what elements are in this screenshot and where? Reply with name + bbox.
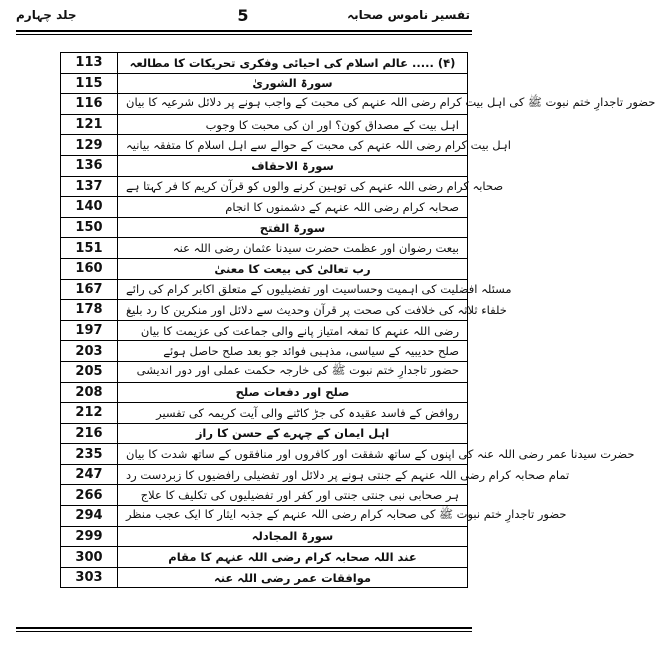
toc-page-number: 303 — [61, 568, 118, 588]
toc-entry-title: صحابہ کرام رضی اللہ عنہم کی توہین کرنے والوں کو قرآن کریم کا فر کہتا ہے — [126, 179, 504, 194]
toc-page-number: 208 — [61, 383, 118, 403]
toc-row — [61, 218, 467, 239]
toc-page-number: 140 — [61, 197, 118, 217]
toc-row — [61, 156, 467, 177]
toc-row — [61, 568, 467, 588]
toc-entry-title: بیعت رضوان اور عظمت حضرت سیدنا عثمان رضی اللہ عنہ — [172, 241, 459, 256]
toc-row — [61, 403, 467, 424]
toc-page-number: 115 — [61, 74, 118, 94]
toc-row — [61, 135, 511, 156]
toc-entry-title: تمام صحابہ کرام رضی اللہ عنہم کے جنتی ہونے پر دلائل اور تفضیلی رافضیوں کا زبردست رد — [126, 467, 570, 482]
toc-row — [61, 527, 467, 548]
toc-entry-title: سورۃ الاحقاف — [251, 158, 334, 173]
toc-page-number: 121 — [61, 115, 118, 135]
toc-entry-title: روافض کے فاسد عقیدہ کی جڑ کاٹنے والی آیت کریمہ کی تفسیر — [156, 405, 459, 420]
toc-entry-title: صحابہ کرام رضی اللہ عنہم کے دشمنوں کا انجام — [225, 199, 459, 214]
toc-entry-title: رب تعالیٰ کی بیعت کا معنیٰ — [214, 261, 371, 276]
header-rule-thick — [16, 30, 472, 32]
toc-page-number: 266 — [61, 485, 118, 505]
toc-row — [61, 465, 570, 486]
toc-entry-title: عند اللہ صحابہ کرام رضی اللہ عنہم کا مقام — [168, 550, 417, 565]
toc-entry-title: صلح حدیبیہ کے سیاسی، مذہبی فوائد جو بعد صلح حاصل ہوئے — [163, 344, 459, 359]
toc-page-number: 205 — [61, 362, 118, 382]
footer-rule-thick — [16, 627, 472, 629]
toc-page-number: 116 — [61, 94, 118, 114]
toc-row — [61, 362, 467, 383]
toc-entry-title: اہل بیت کرام رضی اللہ عنہم کی محبت کے حوالے سے اہل اسلام کا متفقہ بیانیہ — [126, 138, 511, 153]
toc-row — [61, 238, 467, 259]
toc-entry-title: حضور تاجدارِ ختم نبوت ﷺ کی صحابہ کرام رضی اللہ عنہم کے جذبہ ایثار کا ایک عجب منظر — [126, 507, 567, 522]
toc-page-number: 299 — [61, 527, 118, 547]
header-rule-thin — [16, 34, 472, 35]
toc-entry-title: سورۃ الفتح — [259, 220, 326, 235]
toc-row — [61, 424, 467, 445]
toc-page-number: 203 — [61, 341, 118, 361]
toc-page-number: 216 — [61, 424, 118, 444]
toc-row — [61, 383, 467, 404]
toc-row — [61, 94, 656, 115]
toc-row — [61, 259, 467, 280]
toc-page-number: 235 — [61, 444, 118, 464]
toc-row — [61, 485, 467, 506]
table-of-contents — [60, 52, 656, 588]
toc-row — [61, 300, 507, 321]
toc-entry-title: سورۃ المجادلہ — [251, 529, 334, 544]
toc-entry-title: ہر صحابی نبی جنتی جنتی اور کفر اور تفضیلیوں کی تکلیف کا علاج — [140, 488, 459, 503]
toc-row — [61, 444, 635, 465]
toc-page-number: 167 — [61, 280, 118, 300]
toc-entry-title: اہل ایمان کے چہرے کے حسن کا راز — [195, 426, 390, 441]
page-header — [16, 6, 470, 28]
toc-row — [61, 321, 467, 342]
toc-page-number: 178 — [61, 300, 118, 320]
toc-page-number: 197 — [61, 321, 118, 341]
toc-row — [61, 115, 467, 136]
toc-page-number: 160 — [61, 259, 118, 279]
toc-row — [61, 53, 467, 74]
toc-page-number: 113 — [61, 53, 118, 73]
toc-entry-title: سورۃ الشوریٰ — [252, 76, 333, 91]
volume-label: جلد چہارم — [16, 8, 77, 22]
toc-page-number: 212 — [61, 403, 118, 423]
toc-entry-title: صلح اور دفعات صلح — [235, 385, 350, 400]
toc-entry-title: مسئلہ افضلیت کی اہمیت وحساسیت اور تفضیلیوں کے متعلق اکابر کرام کی رائے — [126, 282, 512, 297]
toc-entry-title: رضی اللہ عنہم کا تمغہ امتیاز پانے والی جماعت کی عزیمت کا بیان — [140, 323, 459, 338]
toc-row — [61, 547, 467, 568]
page-number: 5 — [237, 6, 249, 25]
toc-row — [61, 177, 504, 198]
toc-entry-title: حضرت سیدنا عمر رضی اللہ عنہ کی اپنوں کے ساتھ شفقت اور کافروں اور منافقوں کے ساتھ شدت کا بیان — [126, 447, 635, 462]
toc-page-number: 151 — [61, 238, 118, 258]
toc-entry-title: (۴) ..... عالم اسلام کی احیائی وفکری تحریکات کا مطالعہ — [129, 55, 456, 70]
toc-page-number: 137 — [61, 177, 118, 197]
toc-entry-title: اہل بیت کے مصداق کون؟ اور ان کی محبت کا وجوب — [205, 117, 459, 132]
toc-page-number: 300 — [61, 547, 118, 567]
toc-page-number: 150 — [61, 218, 118, 238]
toc-row — [61, 197, 467, 218]
toc-entry-title: موافقات عمر رضی اللہ عنہ — [213, 570, 372, 585]
toc-page-number: 129 — [61, 135, 118, 155]
toc-page-number: 136 — [61, 156, 118, 176]
toc-page-number: 294 — [61, 506, 118, 526]
toc-row — [61, 280, 512, 301]
toc-row — [61, 506, 567, 527]
footer-rule-thin — [16, 631, 472, 632]
toc-row — [61, 341, 467, 362]
toc-entry-title: خلفاء ثلاثہ کی خلافت کی صحت پر قرآن وحدیث سے دلائل اور منکرین کا رد بلیغ — [126, 302, 507, 317]
toc-entry-title: حضور تاجدارِ ختم نبوت ﷺ کی اہل بیت کرام رضی اللہ عنہم کی محبت کے واجب ہونے پر دلائل شرعیہ کا بیان — [126, 95, 656, 110]
toc-page-number: 247 — [61, 465, 118, 485]
book-title: تفسیر ناموس صحابہ — [347, 8, 470, 22]
toc-entry-title: حضور تاجدارِ ختم نبوت ﷺ کی خارجہ حکمت عملی اور دور اندیشی — [136, 363, 459, 378]
toc-row — [61, 74, 467, 95]
